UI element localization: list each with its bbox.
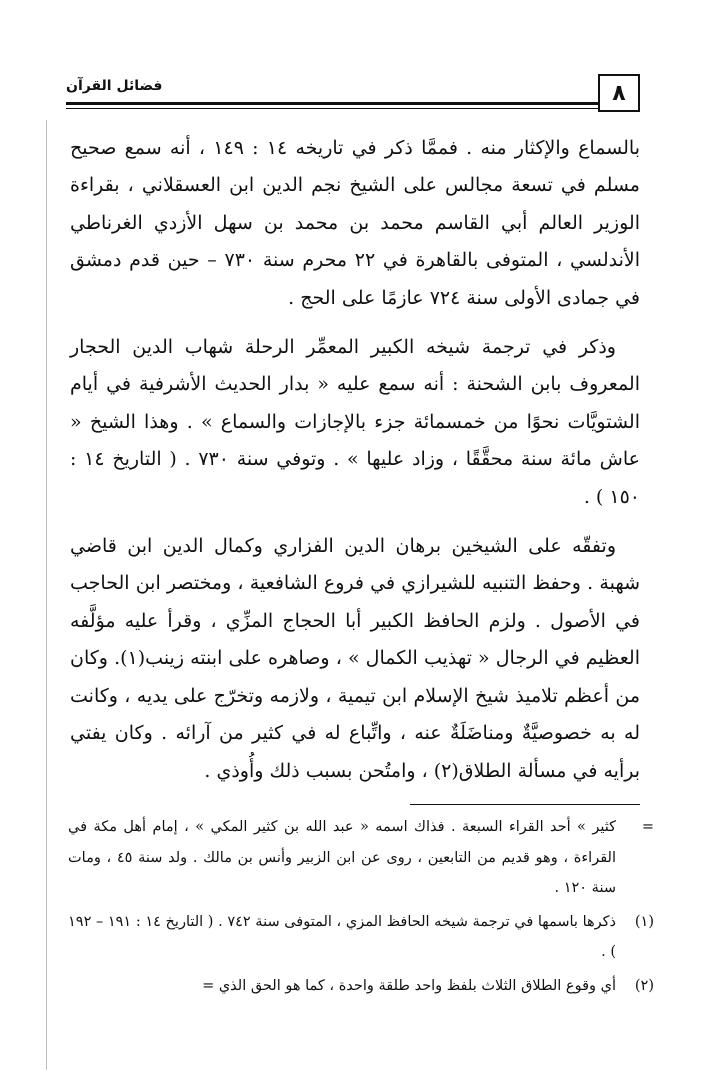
page-number: ٨ (598, 74, 640, 112)
header-rule-thick (66, 102, 598, 105)
footnote-marker: (١) (634, 913, 654, 930)
page-header (66, 74, 640, 118)
footnote-continuation (68, 812, 654, 904)
footnote-text: ذكرها باسمها في ترجمة شيخه الحافظ المزي ، المتوفى سنة ٧٤٢ . ( التاريخ ١٤ : ١٩١ – ١٩٢ ) . (68, 913, 616, 960)
paragraph-2: وذكر في ترجمة شيخه الكبير المعمِّر الرحلة شهاب الدين الحجار المعروف بابن الشحنة : أنه سمع عليه « بدار الحديث الأشرفية في أيام الشتويَّات نحوًا من خمسمائة جزء بالإجازات والسماع » . وهذا الشيخ « عاش مائة سنة محقَّقًا ، وزاد عليها » . وتوفي سنة ٧٣٠ . ( التاريخ ١٤ : ١٥٠ ) . (70, 336, 640, 508)
footnote-2 (68, 971, 654, 1002)
paragraph-1: بالسماع والإكثار منه . فممَّا ذكر في تاريخه ١٤ : ١٤٩ ، أنه سمع صحيح مسلم في تسعة مجالس على الشيخ نجم الدين ابن العسقلاني ، بقراءة الوزير العالم أبي القاسم محمد بن محمد بن سهل الأزدي الغرناطي الأندلسي ، المتوفى بالقاهرة في ٢٢ محرم سنة ٧٣٠ – حين قدم دمشق في جمادى الأولى سنة ٧٢٤ عازمًا على الحج . (70, 137, 640, 309)
footnote-text: أي وقوع الطلاق الثلاث بلفظ واحد طلقة واحدة ، كما هو الحق الذي = (202, 977, 616, 994)
footnote-marker: = (641, 819, 654, 835)
header-rule-thin (66, 108, 598, 109)
footnote-1 (68, 907, 654, 968)
paragraph-3: وتفقّه على الشيخين برهان الدين الفزاري وكمال الدين ابن قاضي شهبة . وحفظ التنبيه للشيرازي في فروع الشافعية ، ومختصر ابن الحاجب في الأصول . ولزم الحافظ الكبير أبا الحجاج المزِّي ، وقرأ عليه مؤلَّفه العظيم في الرجال « تهذيب الكمال » ، وصاهره على ابنته زينب(١). وكان من أعظم تلاميذ شيخ الإسلام ابن تيمية ، ولازمه وتخرّج على يديه ، وكانت له به خصوصيَّةٌ ومناضَلَةٌ عنه ، واتِّباع له في كثير من آرائه . وكان يفتي برأيه في مسألة الطلاق(٢) ، وامتُحن بسبب ذلك وأُوذي . (70, 535, 640, 782)
footnotes (68, 812, 654, 1001)
footnote-separator (410, 804, 640, 805)
page-edge-line (46, 120, 47, 1070)
running-title: فضائل القرآن (66, 78, 163, 94)
footnote-text: كثير » أحد القراء السبعة . فذاك اسمه « عبد الله بن كثير المكي » ، إمام أهل مكة في القراءة ، وهو قديم من التابعين ، روى عن ابن الزبير وأنس بن مالك . ولد سنة ٤٥ ، ومات سنة ١٢٠ . (68, 819, 616, 896)
main-text (70, 130, 640, 790)
footnote-marker: (٢) (634, 977, 654, 994)
